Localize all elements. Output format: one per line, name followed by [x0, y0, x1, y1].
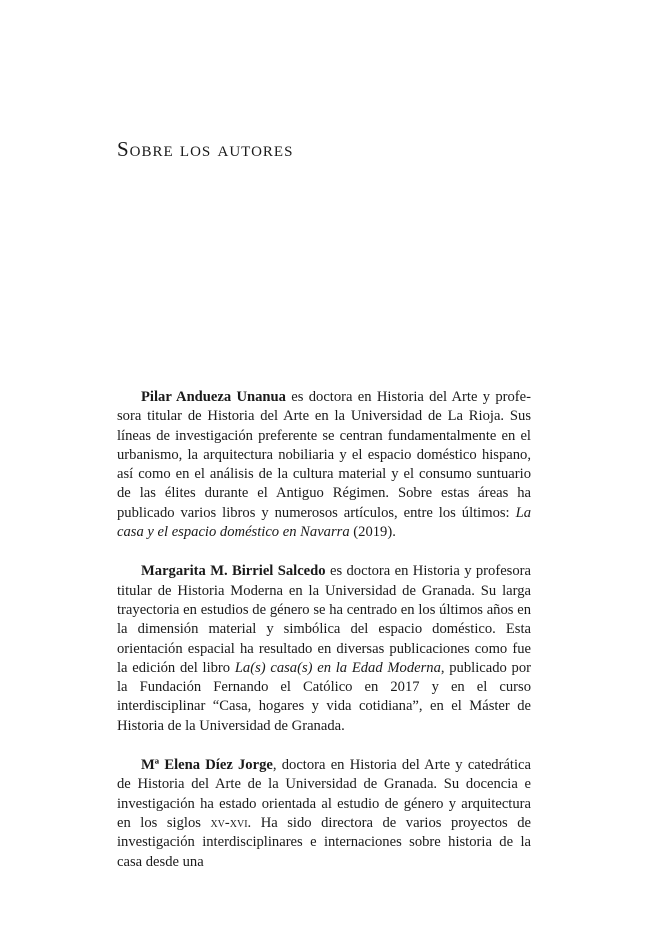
bio-paragraph-2 — [117, 562, 531, 736]
bio-text: es doctora en Historia y profesora titular de Historia Moderna en la Universidad de Granada. Su larga trayectoria en estudios de género se ha centrado en los últimos años en la dimensión material y simbólica del espacio doméstico. Esta orientación espacial ha resultado en diversas publicaciones como fue la edición del libro — [117, 563, 531, 676]
bio-text: . Ha sido directora de varios proyectos de investigación interdisciplinares e internaciones sobre historia de la casa desde una — [117, 814, 532, 870]
bio-paragraph-1 — [117, 388, 531, 542]
bio-text: (2019). — [349, 524, 396, 541]
author-bios — [117, 388, 531, 892]
work-title: La(s) casa(s) en la Edad Moderna — [234, 659, 441, 676]
author-name: Mª Elena Díez Jorge — [141, 757, 273, 774]
section-title: Sobre los autores — [117, 137, 294, 161]
bio-text: es doctora en Historia del Arte y profesora titular de Historia del Arte en la Universidad de La Rioja. Sus líneas de investigación preferente se centran fundamentalmente en el urbanismo, la arquitectura nobiliaria y el espacio doméstico hispano, así como en el análisis de la cultura material y el consumo suntuario de las élites durante el Antiguo Régimen. Sobre estas áreas ha publicado varios libros y numerosos artículos, entre los últimos: — [117, 389, 532, 521]
work-title: La casa y el espacio doméstico en Navarra — [117, 504, 531, 541]
bio-text: , doctora en Historia del Arte y catedrática de Historia del Arte de la Universidad de Granada. Su docencia e investigación ha estado orientada al estudio de género y arquitectura en los siglos — [117, 757, 531, 831]
centuries-text: xv-xvi — [210, 814, 248, 831]
author-name: Pilar Andueza Unanua — [141, 389, 286, 405]
bio-paragraph-3 — [117, 756, 531, 872]
bio-text: , publicado por la Fundación Fernando el Católico en 2017 y en el curso interdisciplinar “Casa, hogares y vida cotidiana”, en el Máster de Historia de la Universidad de Granada. — [117, 659, 531, 734]
author-name: Margarita M. Birriel Salcedo — [141, 563, 326, 580]
